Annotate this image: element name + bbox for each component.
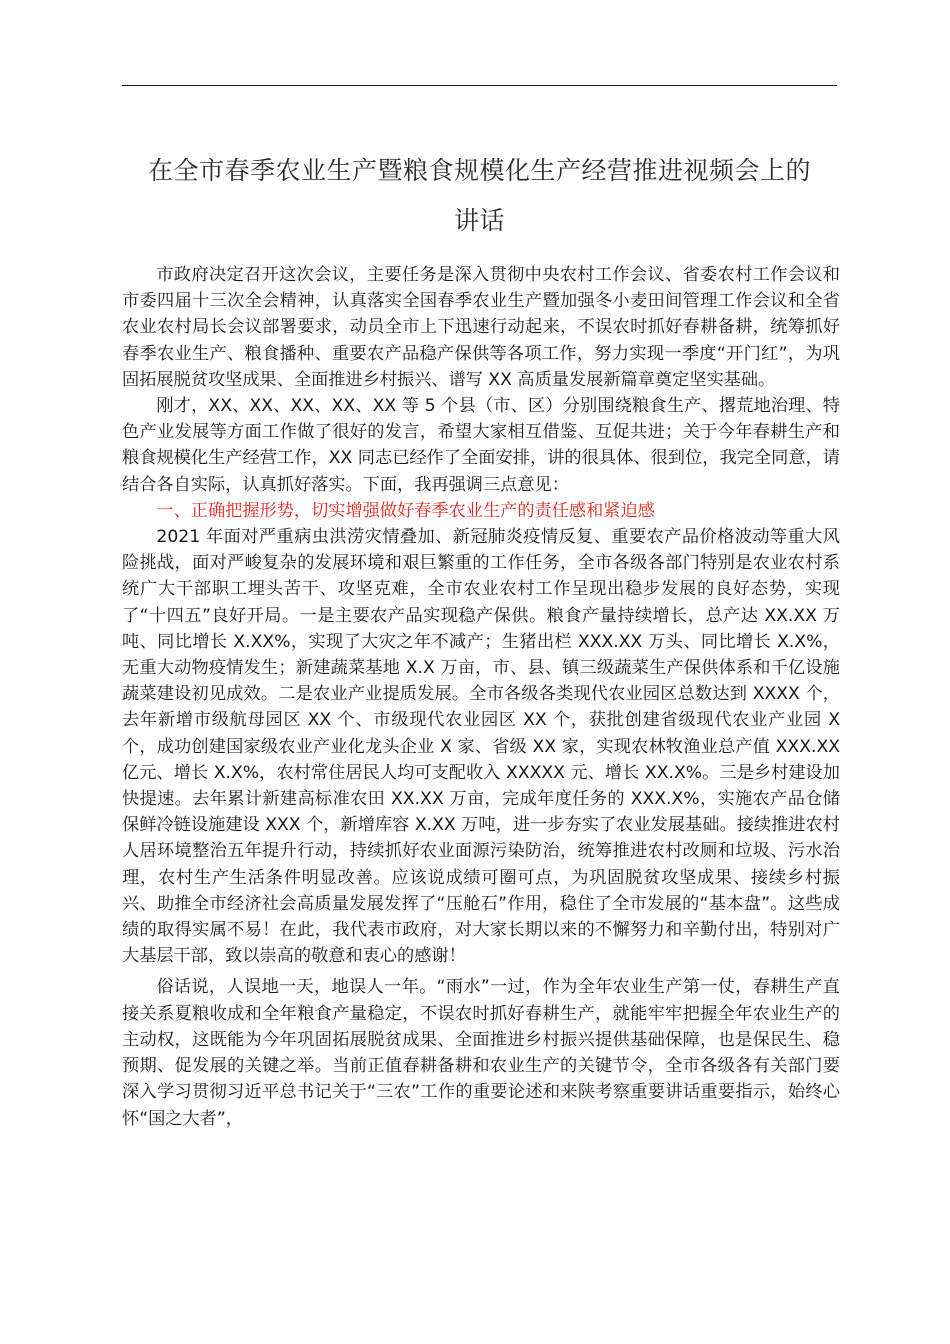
paragraph-intro: 市政府决定召开这次会议，主要任务是深入贯彻中央农村工作会议、省委农村工作会议和市委四届十三次全会精神，认真落实全国春季农业生产暨加强冬小麦田间管理工作会议和全省农业农村局长会议部署要求，动员全市上下迅速行动起来，不误农时抓好春耕备耕，统筹抓好春季农业生产、粮食播种、重要农产品稳产保供等各项工作，努力实现一季度“开门红”，为巩固拓展脱贫攻坚成果、全面推进乡村振兴、谱写 XX 高质量发展新篇章奠定坚实基础。 — [122, 265, 840, 390]
header-rule — [122, 85, 837, 86]
paragraph-spring-farming: 俗话说，人误地一天，地误人一年。“雨水”一过，作为全年农业生产第一仗，春耕生产直接关系夏粮收成和全年粮食产量稳定，不误农时抓好春耕生产，就能牢牢把握全年农业生产的主动权，这既能为今年巩固拓展脱贫成果、全面推进乡村振兴提供基础保障，也是保民生、稳预期、促发展的关键之举。当前正值春耕备耕和农业生产的关键节令，全市各级各有关部门要深入学习贯彻习近平总书记关于“三农”工作的重要论述和来陕考察重要讲话重要指示，始终心怀“国之大者”， — [122, 977, 840, 1129]
paragraph-achievements: 2021 年面对严重病虫洪涝灾情叠加、新冠肺炎疫情反复、重要农产品价格波动等重大风险挑战，面对严峻复杂的发展环境和艰巨繁重的工作任务，全市各级各部门特别是农业农村系统广大干部职工埋头苦干、攻坚克难，全市农业农村工作呈现出稳步发展的良好态势，实现了“十四五”良好开局。一是主要农产品实现稳产保供。粮食产量持续增长，总产达 XX.XX 万吨、同比增长 X.XX%，实现了大灾之年不减产；生猪出栏 XXX.XX 万头、同比增长 X.X%，无重大动物疫情发生；新建蔬菜基地 X.X 万亩，市、县、镇三级蔬菜生产保供体系和千亿设施蔬菜建设初见成效。二是农业产业提质发展。全市各级各类现代农业园区总数达到 XXXX 个，去年新增市级航母园区 XX 个、市级现代农业园区 XX 个，获批创建省级现代农业产业园 X 个，成功创建国家级农业产业化龙头企业 X 家、省级 XX 家，实现农林牧渔业总产值 XXX.XX 亿元、增长 X.X%，农村常住居民人均可支配收入 XXXXX 元、增长 XX.X%。三是乡村建设加快提速。去年累计新建高标准农田 XX.XX 万亩，完成年度任务的 XXX.X%，实施农产品仓储保鲜冷链设施建设 XXX 个，新增库容 X.XX 万吨，进一步夯实了农业发展基础。接续推进农村人居环境整治五年提升行动，持续抓好农业面源污染防治，统筹推进农村改厕和垃圾、污水治理，农村生产生活条件明显改善。应该说成绩可圈可点，为巩固脱贫攻坚成果、接续乡村振兴、助推全市经济社会高质量发展发挥了“压舱石”作用，稳住了全市发展的“基本盘”。这些成绩的取得实属不易！在此，我代表市政府，对大家长期以来的不懈努力和辛勤付出，特别对广大基层干部，致以崇高的敬意和衷心的感谢！ — [122, 527, 840, 967]
paragraph-remarks: 刚才，XX、XX、XX、XX、XX 等 5 个县（市、区）分别围绕粮食生产、撂荒地治理、特色产业发展等方面工作做了很好的发言，希望大家相互借鉴、互促共进；关于今年春耕生产和粮食规模化生产经营工作，XX 同志已经作了全面安排，讲的很具体、很到位，我完全同意，请结合各自实际，认真抓好落实。下面，我再强调三点意见： — [122, 396, 840, 495]
title-line-1: 在全市春季农业生产暨粮食规模化生产经营推进视频会上的 — [147, 156, 811, 185]
document-body — [122, 262, 840, 1132]
section-heading-1: 一、正确把握形势，切实增强做好春季农业生产的责任感和紧迫感 — [156, 500, 655, 521]
title-line-2: 讲话 — [453, 206, 505, 235]
page-title — [122, 146, 837, 246]
